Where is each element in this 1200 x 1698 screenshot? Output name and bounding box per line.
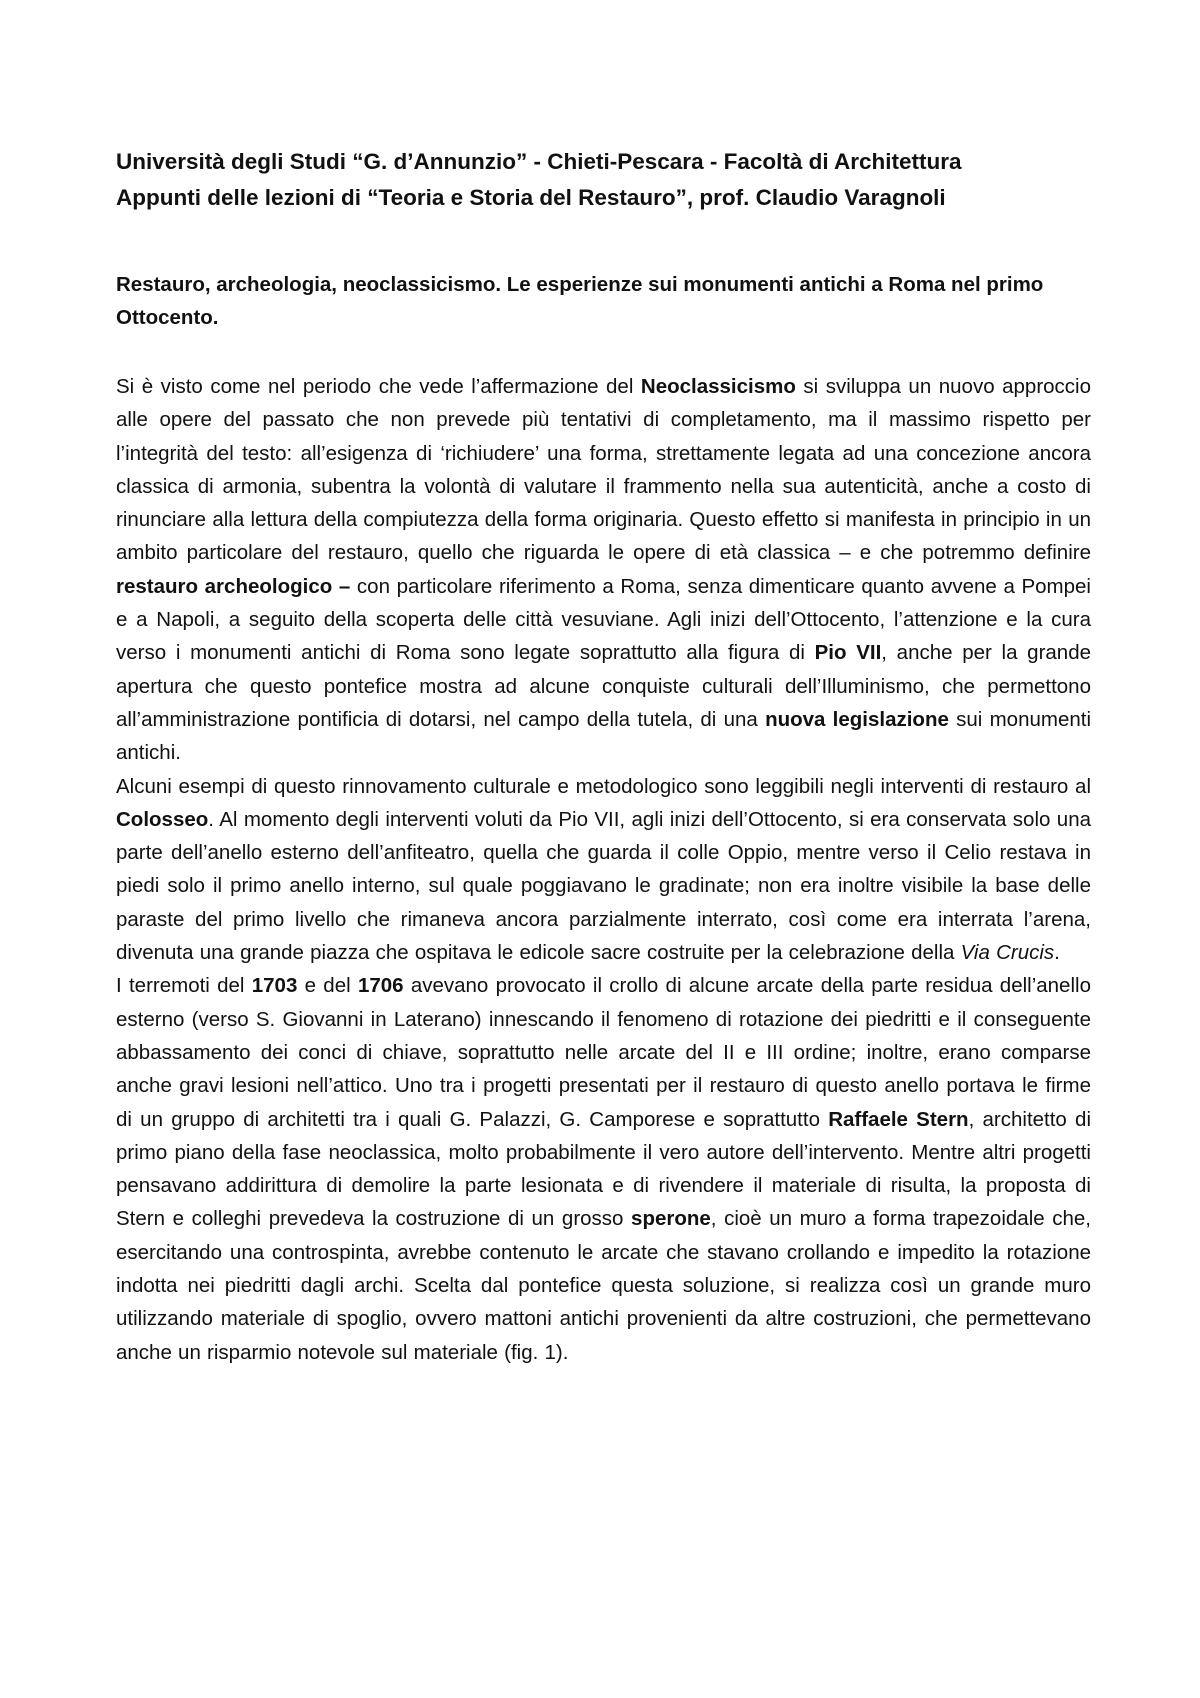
bold-term: 1706 xyxy=(357,974,404,998)
body-paragraph xyxy=(116,770,1091,970)
paragraph-text: si sviluppa un nuovo approccio alle opere del passato che non prevede più tentativi di completamento, ma il massimo rispetto per l’integrità del testo: all’esigenza di ‘richiudere’ una forma, strettamente legata ad una concezione ancora classica di armonia, subentra la volontà di valutare il frammento nella sua autenticità, anche a costo di rinunciare alla lettura della compiutezza della forma originaria. Questo effetto si manifesta in principio in un ambito particolare del restauro, quello che riguarda le opere di età classica – e che potremmo definire xyxy=(116,375,1091,565)
bold-term: Pio VII xyxy=(814,641,882,665)
bold-term: sperone xyxy=(631,1207,711,1231)
bold-term: restauro archeologico – xyxy=(116,574,351,598)
bold-term: Neoclassicismo xyxy=(640,375,796,398)
bold-term: Colosseo xyxy=(116,807,209,831)
section-title: Restauro, archeologia, neoclassicismo. Le esperienze sui monumenti antichi a Roma nel primo Ottocento. xyxy=(116,273,1044,329)
paragraph-text: . xyxy=(1054,941,1060,965)
paragraph-text: , cioè un muro a forma trapezoidale che, esercitando una controspinta, avrebbe contenuto le arcate che stavano crollando e impedito la rotazione indotta nei piedritti dagli archi. Scelta dal pontefice questa soluzione, si realizza così un grande muro utilizzando materiale di spoglio, ovvero mattoni antichi provenienti da altre costruzioni, che permettevano anche un risparmio notevole sul materiale (fig. 1). xyxy=(116,1207,1091,1364)
body-paragraph xyxy=(116,969,1091,1369)
italic-term: Via Crucis xyxy=(960,941,1055,965)
bold-term: nuova legislazione xyxy=(765,707,949,731)
paragraph-text: sui monumenti antichi. xyxy=(116,707,1091,765)
paragraph-text: , architetto di primo piano della fase neoclassica, molto probabilmente il vero autore dell’intervento. Mentre altri progetti pensavano addirittura di demolire la parte lesionata e di rivendere il materiale di risulta, la proposta di Stern e colleghi prevedeva la costruzione di un grosso xyxy=(116,1107,1092,1231)
course-heading: Appunti delle lezioni di “Teoria e Storia del Restauro”, prof. Claudio Varagnoli xyxy=(116,185,946,210)
paragraph-text: Si è visto come nel periodo che vede l’affermazione del xyxy=(116,375,641,398)
university-heading: Università degli Studi “G. d’Annunzio” - Chieti-Pescara - Facoltà di Architettura xyxy=(116,149,962,174)
paragraph-text: I terremoti del xyxy=(116,974,252,998)
bold-term: Raffaele Stern xyxy=(828,1107,969,1131)
paragraph-text: e del xyxy=(297,974,358,998)
document-header xyxy=(116,144,1096,216)
paragraph-text: con particolare riferimento a Roma, senza dimenticare quanto avvene a Pompei e a Napoli, a seguito della scoperta delle città vesuviane. Agli inizi dell’Ottocento, l’attenzione e la cura verso i monumenti antichi di Roma sono legate soprattutto alla figura di xyxy=(116,574,1091,665)
document-body xyxy=(116,370,1091,1369)
body-paragraph xyxy=(116,370,1091,770)
paragraph-text: Alcuni esempi di questo rinnovamento culturale e metodologico sono leggibili negli interventi di restauro al xyxy=(116,774,1091,798)
paragraph-text: . Al momento degli interventi voluti da Pio VII, agli inizi dell’Ottocento, si era conservata solo una parte dell’anello esterno dell’anfiteatro, quella che guarda il colle Oppio, mentre verso il Celio restava in piedi solo il primo anello interno, sul quale poggiavano le gradinate; non era inoltre visibile la base delle paraste del primo livello che rimaneva ancora parzialmente interrato, così come era interrata l’arena, divenuta una grande piazza che ospitava le edicole sacre costruite per la celebrazione della xyxy=(116,807,1091,965)
bold-term: 1703 xyxy=(251,974,298,998)
paragraph-text: avevano provocato il crollo di alcune arcate della parte residua dell’anello esterno (verso S. Giovanni in Laterano) innescando il fenomeno di rotazione dei piedritti e il conseguente abbassamento dei conci di chiave, soprattutto nelle arcate del II e III ordine; inoltre, erano comparse anche gravi lesioni nell’attico. Uno tra i progetti presentati per il restauro di questo anello portava le firme di un gruppo di architetti tra i quali G. Palazzi, G. Camporese e soprattutto xyxy=(116,974,1091,1131)
paragraph-text: , anche per la grande apertura che questo pontefice mostra ad alcune conquiste culturali dell’Illuminismo, che permettono all’amministrazione pontificia di dotarsi, nel campo della tutela, di una xyxy=(116,641,1092,731)
